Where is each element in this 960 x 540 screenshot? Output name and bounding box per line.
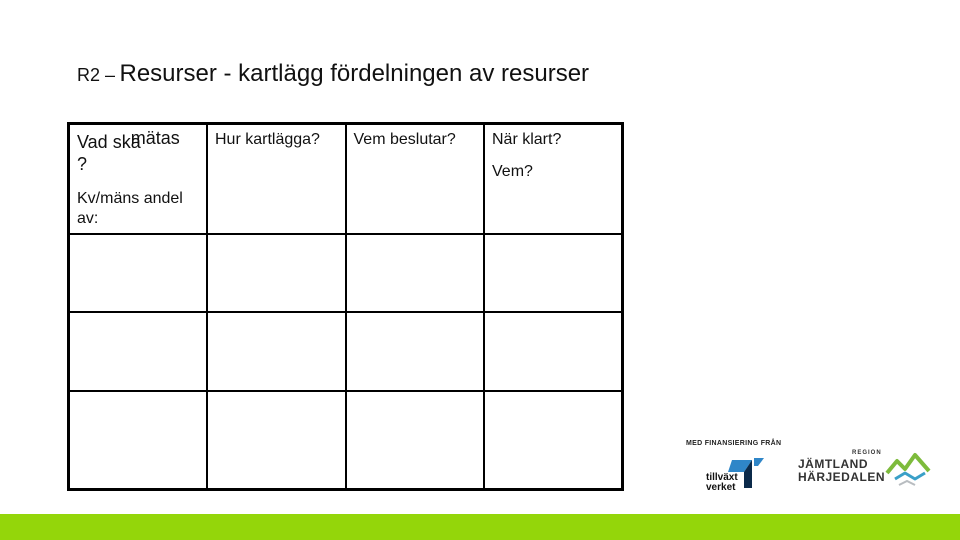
region-name [798, 458, 885, 484]
table-row [69, 234, 623, 313]
bottom-accent-bar [0, 514, 960, 540]
who-label: Vem? [492, 163, 533, 180]
table-cell[interactable] [69, 391, 208, 489]
how-map-label: Hur kartlägga? [215, 131, 320, 148]
cell-what-measure [69, 124, 208, 234]
sponsor-logos [680, 437, 935, 497]
cell-when-done [484, 124, 623, 234]
what-measure-line2: ? [77, 154, 88, 174]
table-row [69, 312, 623, 391]
table-cell[interactable] [484, 312, 623, 391]
table-cell[interactable] [484, 234, 623, 313]
when-done-label: När klart? [492, 131, 562, 148]
region-mountain-icon [885, 451, 931, 487]
region-small-text: REGION [852, 450, 882, 456]
table-cell[interactable] [346, 312, 485, 391]
region-line1: JÄMTLAND [798, 457, 868, 471]
cell-who-decides [346, 124, 485, 234]
share-label: Kv/mäns andel av: [77, 190, 183, 227]
tillvaxt-line2: verket [706, 482, 736, 493]
table-cell[interactable] [69, 312, 208, 391]
table-cell[interactable] [69, 234, 208, 313]
tillvaxt-line1: tillväxt [706, 472, 738, 483]
table-cell[interactable] [207, 312, 346, 391]
who-decides-label: Vem beslutar? [353, 131, 456, 148]
table-cell[interactable] [346, 234, 485, 313]
what-measure-line1: Vad ska [77, 132, 141, 152]
financing-text: MED FINANSIERING FRÅN [686, 440, 782, 447]
title-prefix: R2 – [77, 65, 116, 85]
table-cell[interactable] [484, 391, 623, 489]
slide-title [77, 60, 589, 88]
table-header-row [69, 124, 623, 234]
table-cell[interactable] [207, 234, 346, 313]
table-cell[interactable] [346, 391, 485, 489]
table-row [69, 391, 623, 489]
planning-table [67, 122, 624, 491]
what-measure-overlap: mätas [130, 128, 180, 148]
table-cell[interactable] [207, 391, 346, 489]
title-main: Resurser - kartlägg fördelningen av resurser [119, 60, 590, 87]
region-line2: HÄRJEDALEN [798, 470, 886, 484]
cell-how-map [207, 124, 346, 234]
tillvaxtverket-name [706, 473, 738, 493]
